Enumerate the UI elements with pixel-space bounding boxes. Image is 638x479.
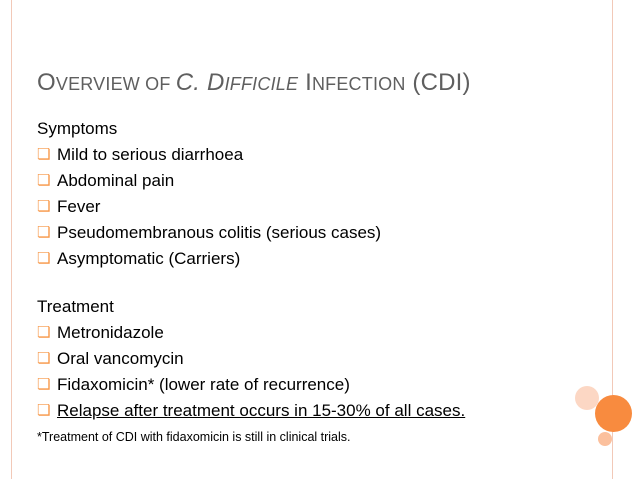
checkbox-bullet-icon: ❏ xyxy=(37,250,51,267)
symptoms-heading: Symptoms xyxy=(37,119,118,138)
list-item: ❏ Mild to serious diarrhoea xyxy=(37,142,607,168)
checkbox-bullet-icon: ❏ xyxy=(37,350,51,367)
list-item: ❏ Asymptomatic (Carriers) xyxy=(37,246,607,272)
checkbox-bullet-icon: ❏ xyxy=(37,146,51,163)
slide-title: OVERVIEW OF C. DIFFICILE INFECTION (CDI) xyxy=(37,69,471,96)
list-item: ❏ Pseudomembranous colitis (serious cases) xyxy=(37,220,607,246)
slide-body xyxy=(37,116,607,446)
spacer xyxy=(37,272,607,294)
footnote: *Treatment of CDI with fidaxomicin is still in clinical trials. xyxy=(37,430,351,444)
list-item: ❏ Fever xyxy=(37,194,607,220)
list-item: ❏ Fidaxomicin* (lower rate of recurrence) xyxy=(37,372,607,398)
checkbox-bullet-icon: ❏ xyxy=(37,402,51,419)
list-item: ❏ Oral vancomycin xyxy=(37,346,607,372)
checkbox-bullet-icon: ❏ xyxy=(37,198,51,215)
treatment-heading: Treatment xyxy=(37,297,114,316)
checkbox-bullet-icon: ❏ xyxy=(37,376,51,393)
list-item: ❏ Relapse after treatment occurs in 15-30% of all cases. xyxy=(37,398,607,424)
list-item: ❏ Metronidazole xyxy=(37,320,607,346)
frame-line-left xyxy=(11,0,12,479)
list-item: ❏ Abdominal pain xyxy=(37,168,607,194)
checkbox-bullet-icon: ❏ xyxy=(37,172,51,189)
checkbox-bullet-icon: ❏ xyxy=(37,324,51,341)
checkbox-bullet-icon: ❏ xyxy=(37,224,51,241)
